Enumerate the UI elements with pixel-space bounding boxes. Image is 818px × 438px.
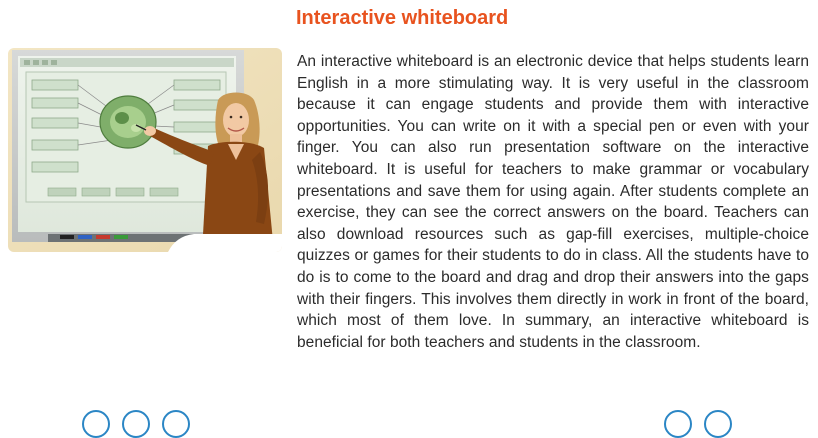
- nav-circle-button[interactable]: [122, 410, 150, 438]
- nav-circle-button[interactable]: [82, 410, 110, 438]
- nav-circle-button[interactable]: [664, 410, 692, 438]
- nav-circle-button[interactable]: [162, 410, 190, 438]
- teacher-whiteboard-photo: [8, 48, 282, 252]
- article-body: An interactive whiteboard is an electronic device that helps students learn English in a more stimulating way. It is very useful in the classroom because it can engage students and provide them with interactive opportunities. You can write on it with a special pen or even with your finger. You can also run presentation software on the interactive whiteboard. It is useful for teachers to make grammar or vocabulary presentations and save them for using again. After students complete an exercise, they can see the correct answers on the board. Teachers can also download resources such as gap-fill exercises, multiple-choice quizzes or games for their students to do in class. All the students have to do is to come to the board and drag and drop their answers into the gaps with their fingers. This involves them directly in work in front of the board, which most of them love. In summary, an interactive whiteboard is beneficial for both teachers and students in the classroom.: [297, 53, 809, 351]
- nav-circle-button[interactable]: [704, 410, 732, 438]
- article-title: Interactive whiteboard: [296, 7, 509, 29]
